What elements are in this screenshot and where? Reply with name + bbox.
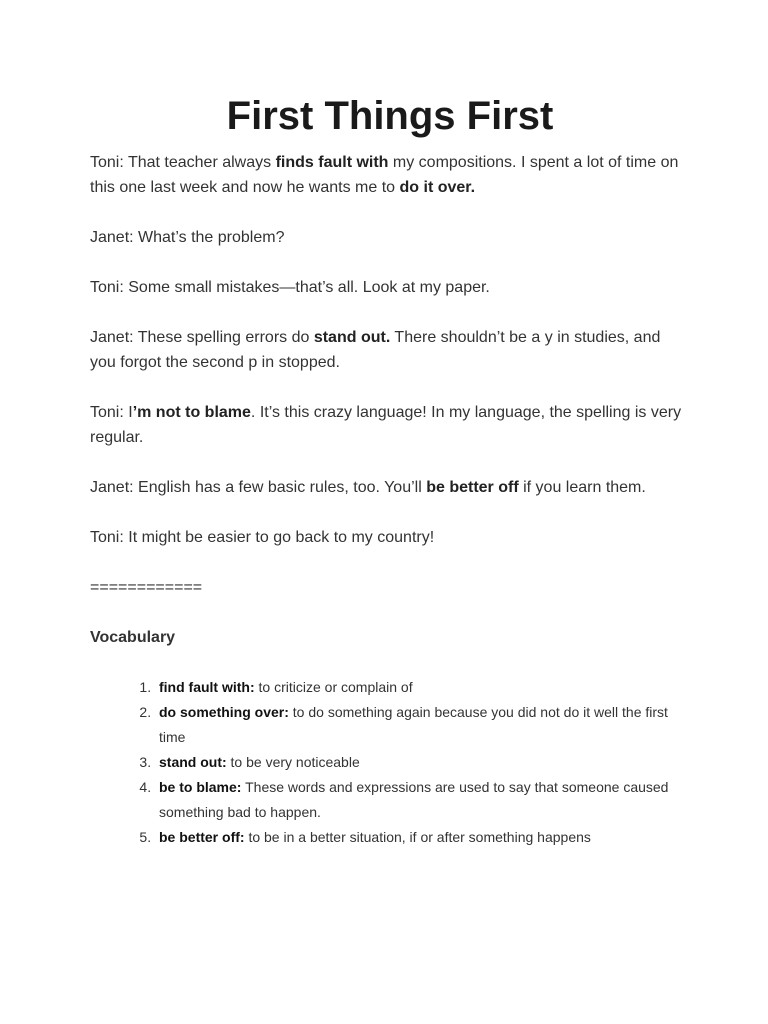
dialogue-text: Toni: Some small mistakes—that’s all. Look at my paper. (90, 279, 490, 296)
vocabulary-item (155, 775, 690, 825)
key-phrase: be better off (426, 479, 519, 496)
vocabulary-heading: Vocabulary (90, 629, 176, 646)
dialogue (90, 150, 690, 550)
key-phrase: do it over. (399, 179, 476, 196)
dialogue-text: . It’s this crazy language! In my language, the spelling is very regular. (90, 404, 682, 446)
key-phrase: ’m not to blame (132, 404, 251, 421)
dialogue-line (90, 225, 690, 250)
vocabulary-term: find fault with: (159, 679, 255, 695)
vocabulary-definition: to be in a better situation, if or after something happens (244, 829, 591, 845)
vocabulary-definition: to criticize or complain of (254, 679, 413, 695)
vocabulary-definition: to be very noticeable (226, 754, 360, 770)
vocabulary-item (155, 675, 690, 700)
separator: ============ (90, 579, 203, 596)
page-title: First Things First (226, 94, 554, 138)
dialogue-line (90, 150, 690, 200)
dialogue-text: Janet: What’s the problem? (90, 229, 285, 246)
dialogue-text: Janet: English has a few basic rules, too. You’ll (90, 479, 427, 496)
dialogue-text: Toni: I (90, 404, 133, 421)
dialogue-line (90, 525, 690, 550)
vocabulary-item (155, 700, 690, 750)
vocabulary-term: be better off: (159, 829, 245, 845)
vocabulary-term: be to blame: (159, 779, 242, 795)
vocabulary-term: do something over: (159, 704, 289, 720)
dialogue-text: Janet: These spelling errors do (90, 329, 314, 346)
dialogue-text: my compositions. I spent a lot of time on this one last week and now he wants me to (90, 154, 679, 196)
dialogue-text: Toni: It might be easier to go back to my country! (90, 529, 435, 546)
vocabulary-term: stand out: (159, 754, 227, 770)
vocabulary-item (155, 825, 690, 850)
vocabulary-definition: to do something again because you did not do it well the first time (159, 704, 668, 745)
vocabulary-item (155, 750, 690, 775)
dialogue-line (90, 325, 690, 375)
dialogue-text: if you learn them. (518, 479, 646, 496)
dialogue-text: There shouldn’t be a y in studies, and you forgot the second p in stopped. (90, 329, 661, 371)
dialogue-line (90, 275, 690, 300)
key-phrase: finds fault with (275, 154, 389, 171)
vocabulary-definition: These words and expressions are used to say that someone caused something bad to happen. (159, 779, 669, 820)
document-page (90, 92, 690, 850)
key-phrase: stand out. (313, 329, 391, 346)
vocabulary-list (90, 675, 690, 850)
dialogue-line (90, 475, 690, 500)
dialogue-text: Toni: That teacher always (90, 154, 276, 171)
dialogue-line (90, 400, 690, 450)
